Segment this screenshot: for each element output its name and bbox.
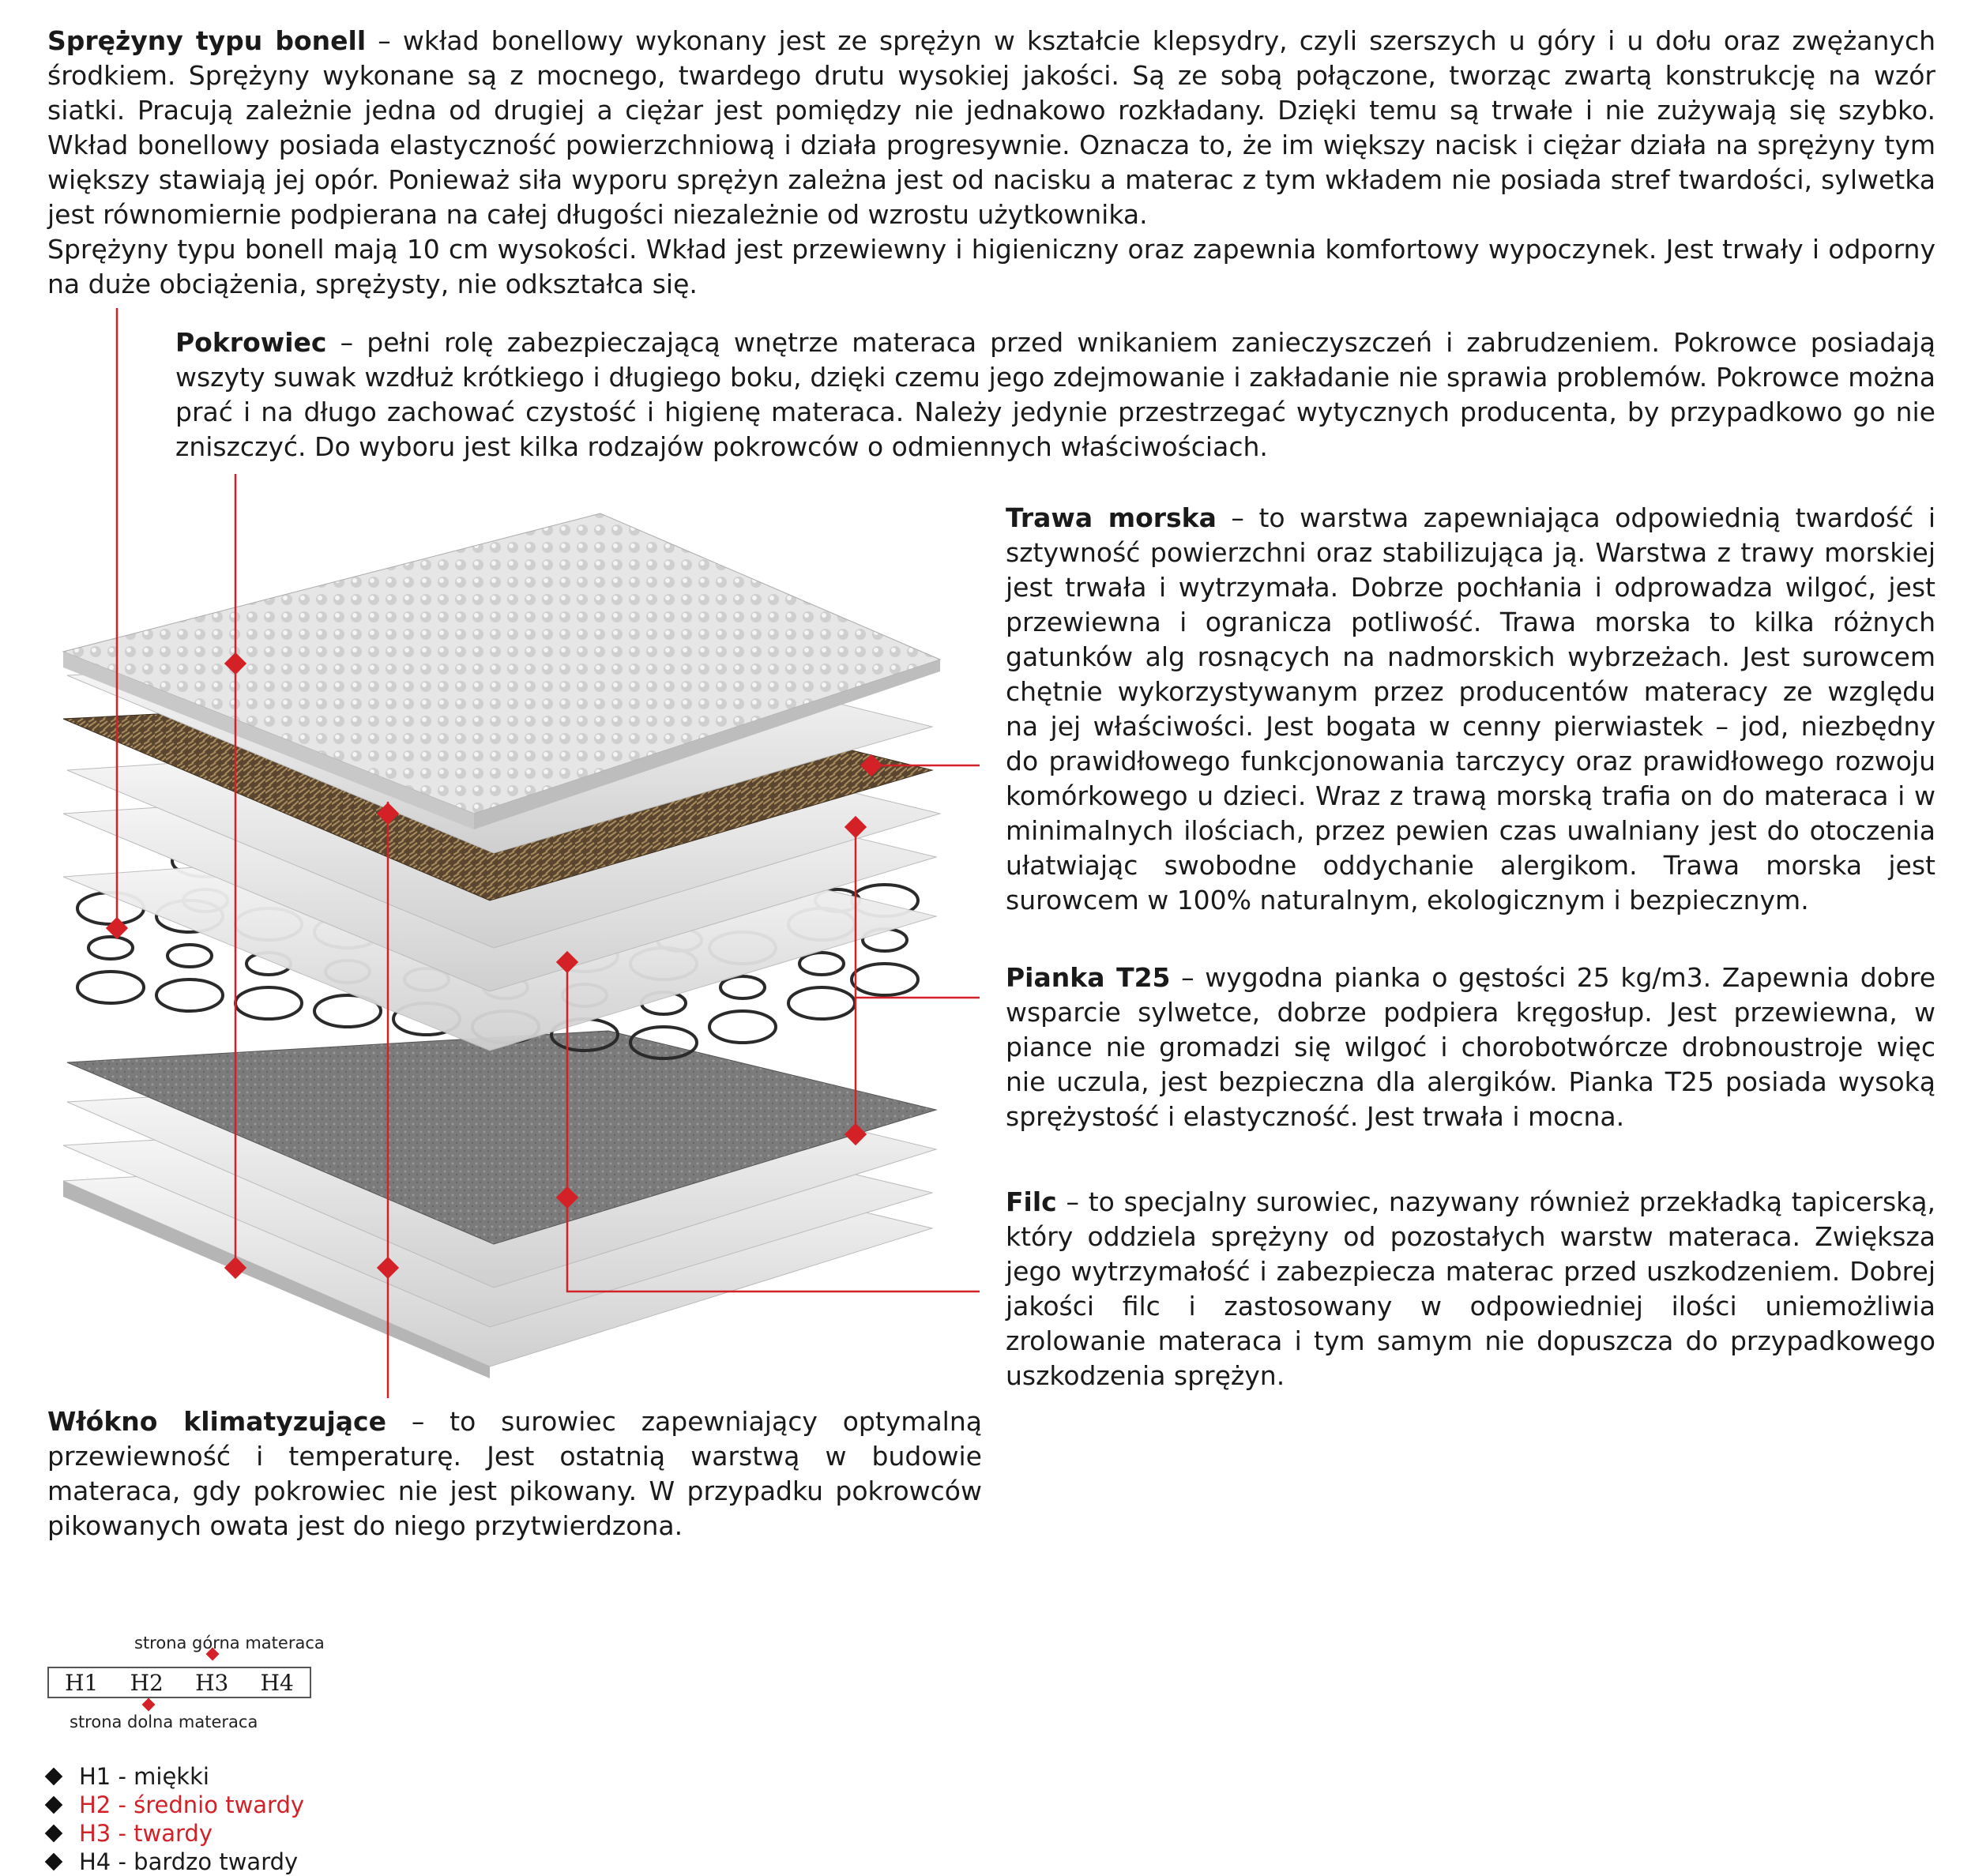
diamond-bullet-icon (45, 1796, 63, 1814)
diamond-bullet-icon (45, 1825, 63, 1843)
filc-text: – to specjalny surowiec, nazywany również przekładką tapicerską, który oddziela sprężyny od pozostałych warstw materaca. Zwiększa jego wytrzymałość i zabezpiecza materac przed uszkodzeniem. Dobrej jakości filc i zastosowany w odpowiedniej ilości uniemożliwia zrolowanie materaca i tym samym nie dopuszcza do przypadkowego uszkodzenia sprężyn. (1006, 1186, 1936, 1391)
filc-heading: Filc (1006, 1186, 1057, 1217)
scale-level-h3: H3 (195, 1669, 229, 1696)
scale-level-h1: H1 (65, 1669, 99, 1696)
trawa-text: – to warstwa zapewniająca odpowiednią twardość i sztywność powierzchni oraz stabilizująca ją. Warstwa z trawy morskiej jest trwała i wytrzymała. Dobrze pochłania i odprowadza wilgoć, jest przewiewna i ogranicza potliwość. Trawa morska to kilka różnych gatunków alg rosnących na nadmorskich wybrzeżach. Jest surowcem chętnie wykorzystywanym przez producentów materacy ze względu na jej właściwości. Jest bogata w cenny pierwiastek – jod, niezbędny do prawidłowego funkcjonowania tarczycy oraz prawidłowego rozwoju komórkowego u dzieci. Wraz z trawą morską trafia on do materaca i w minimalnych ilościach, przez pewien czas uwalniany jest do otoczenia ułatwiając swobodne oddychanie alergikom. Trawa morska jest surowcem w 100% naturalnym, ekologicznym i bezpiecznym. (1006, 502, 1936, 915)
intro-text-2: Sprężyny typu bonell mają 10 cm wysokości. Wkład jest przewiewny i higieniczny oraz zapewnia komfortowy wypoczynek. Jest trwały i odporny na duże obciążenia, sprężysty, nie odkształca się. (47, 234, 1936, 299)
intro-heading: Sprężyny typu bonell (47, 25, 367, 56)
legend-item-h2 (47, 1791, 304, 1818)
trawa-heading: Trawa morska (1006, 502, 1217, 533)
legend-item-h4 (47, 1848, 298, 1875)
legend-text: H1 - miękki (79, 1763, 209, 1790)
pianka-text: – wygodna pianka o gęstości 25 kg/m3. Zapewnia dobre wsparcie sylwetce, dobrze podpiera kręgosłup. Jest przewiewna, w piance nie gromadzi się wilgoć i chorobotwórcze drobnoustroje więc nie uczula, jest bezpieczna dla alergików. Pianka T25 posiada wysoką sprężystość i elastyczność. Jest trwała i mocna. (1006, 962, 1936, 1132)
pianka-heading: Pianka T25 (1006, 962, 1171, 993)
scale-bottom-label: strona dolna materaca (70, 1712, 258, 1731)
scale-level-h2: H2 (130, 1669, 164, 1696)
legend-item-h1 (47, 1763, 209, 1790)
wlokno-heading: Włókno klimatyzujące (47, 1406, 386, 1437)
pokrowiec-heading: Pokrowiec (175, 327, 327, 358)
legend-item-h3 (47, 1820, 213, 1847)
scale-bottom-marker (142, 1698, 156, 1712)
diamond-bullet-icon (45, 1853, 63, 1871)
legend-text: H3 - twardy (79, 1820, 213, 1847)
legend-text: H2 - średnio twardy (79, 1791, 305, 1818)
scale-top-label: strona górna materaca (134, 1634, 325, 1652)
wlokno-text: – to surowiec zapewniający optymalną przewiewność i temperaturę. Jest ostatnią warstwą w budowie materaca, gdy pokrowiec nie jest pikowany. W przypadku pokrowców pikowanych owata jest do niego przytwierdzona. (47, 1406, 982, 1541)
legend-text: H4 - bardzo twardy (79, 1848, 299, 1875)
scale-level-h4: H4 (260, 1669, 294, 1696)
diamond-bullet-icon (45, 1768, 63, 1786)
pokrowiec-text: – pełni rolę zabezpieczającą wnętrze materaca przed wnikaniem zanieczyszczeń i zabrudzeniem. Pokrowce posiadają wszyty suwak wzdłuż krótkiego i długiego boku, dzięki czemu jego zdejmowanie i zakładanie nie sprawia problemów. Pokrowce można prać i na długo zachować czystość i higienę materaca. Należy jedynie przestrzegać wytycznych producenta, by przypadkowo go nie zniszczyć. Do wyboru jest kilka rodzajów pokrowców o odmiennych właściwościach. (175, 327, 1936, 462)
firmness-scale (47, 1667, 311, 1698)
intro-text-1: – wkład bonellowy wykonany jest ze sprężyn w kształcie klepsydry, czyli szerszych u góry i u dołu oraz zwężanych środkiem. Sprężyny wykonane są z mocnego, twardego drutu wysokiej jakości. Są ze sobą połączone, tworząc zwartą konstrukcję na wzór siatki. Pracują zależnie jedna od drugiej a ciężar jest pomiędzy nie jednakowo rozkładany. Dzięki temu są trwałe i nie zużywają się szybko. Wkład bonellowy posiada elastyczność powierzchniową i działa progresywnie. Oznacza to, że im większy nacisk i ciężar działa na sprężyny tym większy stawiają jej opór. Ponieważ siła wyporu sprężyn zależna jest od nacisku a materac z tym wkładem nie posiada stref twardości, sylwetka jest równomiernie podpierana na całej długości niezależnie od wzrostu użytkownika. (47, 25, 1936, 230)
